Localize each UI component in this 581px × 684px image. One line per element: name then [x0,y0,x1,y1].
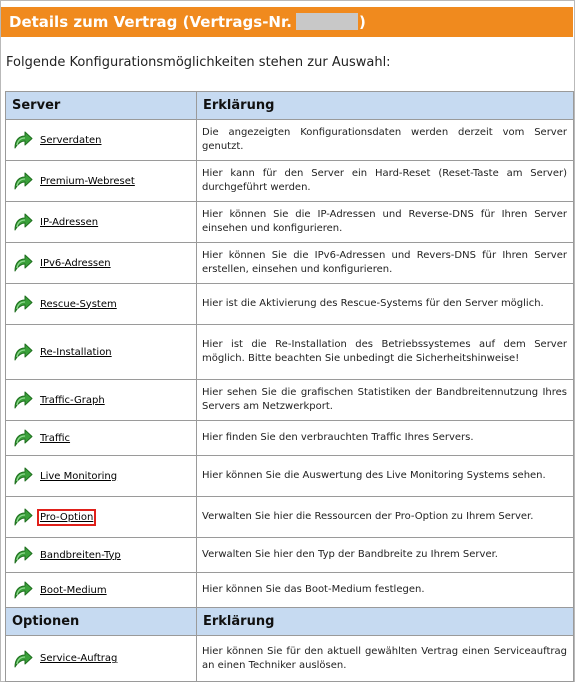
option-cell [6,202,197,243]
description-ipv6-adressen: Hier können Sie die IPv6-Adressen und Revers-DNS für Ihren Server erstellen, einsehen und konfigurieren. [197,243,574,284]
link-traffic-graph[interactable]: Traffic-Graph [40,394,105,406]
table-row [6,538,574,573]
green-curved-arrow-icon [12,465,34,487]
option-cell [6,325,197,380]
green-curved-arrow-icon [12,293,34,315]
description-pro-option: Verwalten Sie hier die Ressourcen der Pro-Option zu Ihrem Server. [197,497,574,538]
server-column-header: Server [6,92,197,120]
green-curved-arrow-icon [12,579,34,601]
option-cell [6,243,197,284]
description-live-monitoring: Hier können Sie die Auswertung des Live Monitoring Systems sehen. [197,456,574,497]
green-curved-arrow-icon [12,170,34,192]
link-traffic[interactable]: Traffic [40,432,71,444]
intro-text: Folgende Konfigurationsmöglichkeiten stehen zur Auswahl: [6,55,391,70]
table-row [6,456,574,497]
link-bandbreiten-typ[interactable]: Bandbreiten-Typ [40,549,121,561]
page-title-bar [1,7,573,37]
option-cell [6,284,197,325]
option-cell [6,456,197,497]
configuration-table [5,91,574,682]
page-title: Details zum Vertrag (Vertrags-Nr. [9,13,292,31]
description-bandbreiten-typ: Verwalten Sie hier den Typ der Bandbreite zu Ihrem Server. [197,538,574,573]
link-pro-option[interactable]: Pro-Option [40,511,94,523]
description-traffic: Hier finden Sie den verbrauchten Traffic Ihres Servers. [197,421,574,456]
table-row [6,573,574,608]
table-row [6,636,574,682]
option-cell [6,636,197,682]
link-ip-adressen[interactable]: IP-Adressen [40,216,99,228]
explanation-column-header: Erklärung [197,92,574,120]
link-live-monitoring[interactable]: Live Monitoring [40,470,118,482]
green-curved-arrow-icon [12,427,34,449]
table-row [6,161,574,202]
option-cell [6,573,197,608]
server-header-row [6,92,574,120]
green-curved-arrow-icon [12,252,34,274]
green-curved-arrow-icon [12,544,34,566]
description-rescue-system: Hier ist die Aktivierung des Rescue-Systems für den Server möglich. [197,284,574,325]
link-re-installation[interactable]: Re-Installation [40,346,112,358]
description-serverdaten: Die angezeigten Konfigurationsdaten werden derzeit vom Server genutzt. [197,120,574,161]
option-cell [6,421,197,456]
description-service-auftrag: Hier können Sie für den aktuell gewählten Vertrag einen Serviceauftrag an einen Techniker auslösen. [197,636,574,682]
description-boot-medium: Hier können Sie das Boot-Medium festlegen. [197,573,574,608]
link-serverdaten[interactable]: Serverdaten [40,134,102,146]
link-ipv6-adressen[interactable]: IPv6-Adressen [40,257,111,269]
link-service-auftrag[interactable]: Service-Auftrag [40,653,118,664]
green-curved-arrow-icon [12,211,34,233]
description-re-installation: Hier ist die Re-Installation des Betriebssystemes auf dem Server möglich. Bitte beachten Sie unbedingt die Sicherheitshinweise! [197,325,574,380]
option-cell [6,538,197,573]
table-row [6,497,574,538]
description-ip-adressen: Hier können Sie die IP-Adressen und Reverse-DNS für Ihren Server einsehen und konfigurieren. [197,202,574,243]
table-row [6,421,574,456]
green-curved-arrow-icon [12,129,34,151]
options-column-header: Optionen [6,608,197,636]
option-cell [6,380,197,421]
option-cell [6,120,197,161]
table-row [6,243,574,284]
page-title-suffix: ) [358,13,366,31]
table-row [6,284,574,325]
table-row [6,120,574,161]
link-rescue-system[interactable]: Rescue-System [40,298,117,310]
table-row [6,202,574,243]
option-cell [6,497,197,538]
link-boot-medium[interactable]: Boot-Medium [40,584,107,596]
table-row [6,380,574,421]
options-explanation-column-header: Erklärung [197,608,574,636]
link-premium-webreset[interactable]: Premium-Webreset [40,175,135,187]
redacted-contract-number [296,13,358,30]
table-row [6,325,574,380]
green-curved-arrow-icon [12,506,34,528]
green-curved-arrow-icon [12,341,34,363]
option-cell [6,161,197,202]
green-curved-arrow-icon [12,648,34,670]
options-header-row [6,608,574,636]
description-premium-webreset: Hier kann für den Server ein Hard-Reset (Reset-Taste am Server) durchgeführt werden. [197,161,574,202]
green-curved-arrow-icon [12,389,34,411]
description-traffic-graph: Hier sehen Sie die grafischen Statistiken der Bandbreitennutzung Ihres Servers am Netzwerkport. [197,380,574,421]
